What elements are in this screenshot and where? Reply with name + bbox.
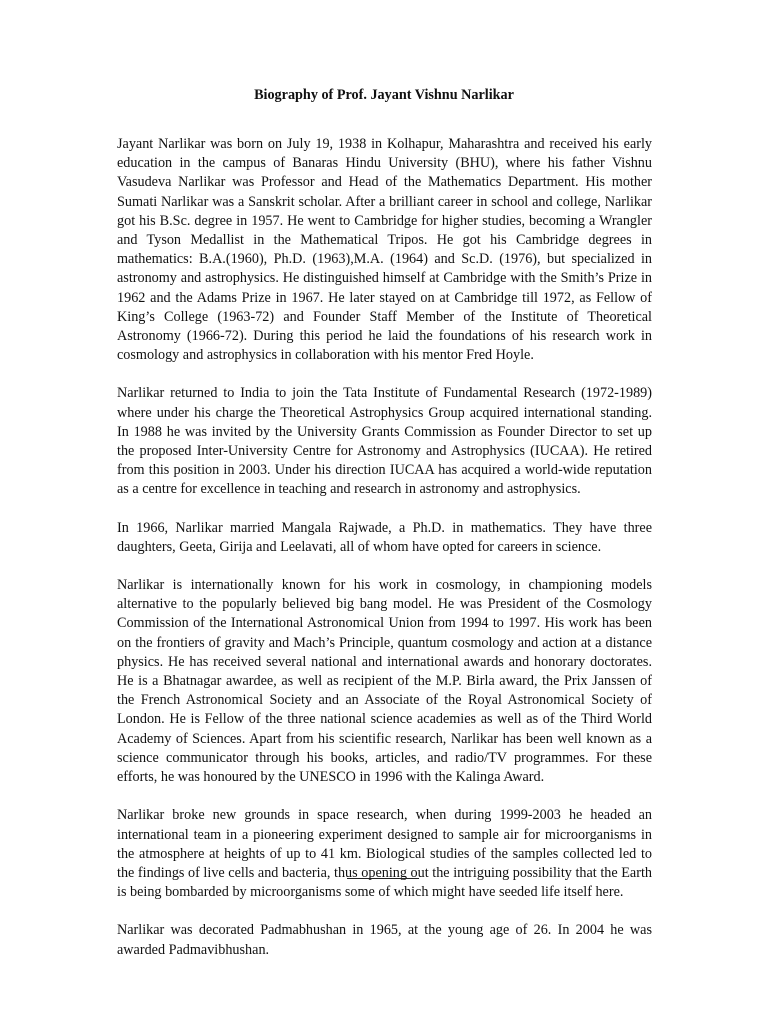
paragraph-cosmology-work: Narlikar is internationally known for his work in cosmology, in championing models alternative to the popularly believed big bang model. He was President of the Cosmology Commission of the International Astronomical Union from 1994 to 1997. His work has been on the frontiers of gravity and Mach’s Principle, quantum cosmology and action at a distance physics. He has received several national and international awards and honorary doctorates. He is a Bhatnagar awardee, as well as recipient of the M.P. Birla award, the Prix Janssen of the French Astronomical Society and an Associate of the Royal Astronomical Society of London. He is Fellow of the three national science academies as well as of the Third World Academy of Sciences. Apart from his scientific research, Narlikar has been well known as a science communicator through his books, articles, and radio/TV programmes. For these efforts, he was honoured by the UNESCO in 1996 with the Kalinga Award. — [117, 577, 652, 786]
paragraph-early-life: Jayant Narlikar was born on July 19, 1938 in Kolhapur, Maharashtra and received his early education in the campus of Banaras Hindu University (BHU), where his father Vishnu Vasudeva Narlikar was Professor and Head of the Mathematics Department. His mother Sumati Narlikar was a Sanskrit scholar. After a brilliant career in school and college, Narlikar got his B.Sc. degree in 1957. He went to Cambridge for higher studies, becoming a Wrangler and Tyson Medallist in the Mathematical Tripos. He got his Cambridge degrees in mathematics: B.A.(1960), Ph.D. (1963),M.A. (1964) and Sc.D. (1976), but specialized in astronomy and astrophysics. He distinguished himself at Cambridge with the Smith’s Prize in 1962 and the Adams Prize in 1967. He later stayed on at Cambridge till 1972, as Fellow of King’s College (1963-72) and Founder Staff Member of the Institute of Theoretical Astronomy (1966-72). During this period he laid the foundations of his research work in cosmology and astrophysics in collaboration with his mentor Fred Hoyle. — [117, 136, 652, 364]
paragraph-honours: Narlikar was decorated Padmabhushan in 1965, at the young age of 26. In 2004 he was awarded Padmavibhushan. — [117, 922, 652, 958]
paragraph-space-research: Narlikar broke new grounds in space research, when during 1999-2003 he headed an international team in a pioneering experiment designed to sample air for microorganisms in the atmosphere at heights of up to 41 km. Biological studies of the samples collected led to the findings of live cells and bacteria, thus opening out the intriguing possibility that the Earth is being bombarded by microorganisms some of which might have seeded life itself here. — [117, 807, 652, 901]
end-rule — [347, 878, 419, 879]
document-body — [117, 135, 652, 979]
paragraph-family: In 1966, Narlikar married Mangala Rajwade, a Ph.D. in mathematics. They have three daughters, Geeta, Girija and Leelavati, all of whom have opted for careers in science. — [117, 519, 652, 555]
document-title: Biography of Prof. Jayant Vishnu Narlikar — [254, 87, 514, 103]
paragraph-return-to-india: Narlikar returned to India to join the Tata Institute of Fundamental Research (1972-1989) where under his charge the Theoretical Astrophysics Group acquired international standing. In 1988 he was invited by the University Grants Commission as Founder Director to set up the proposed Inter-University Centre for Astronomy and Astrophysics (IUCAA). He retired from this position in 2003. Under his direction IUCAA has acquired a world-wide reputation as a centre for excellence in teaching and research in astronomy and astrophysics. — [117, 385, 652, 498]
